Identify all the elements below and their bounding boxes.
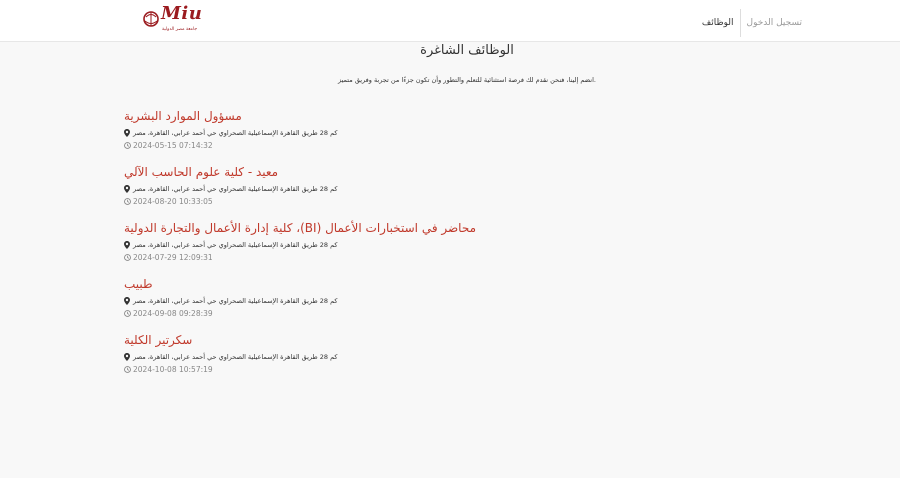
map-marker-icon [124, 185, 130, 193]
job-location-text: كم 28 طريق القاهرة الإسماعيلية الصحراوي حي أحمد عرابي، القاهرة، مصر [133, 353, 338, 361]
globe-logo-icon [143, 8, 159, 30]
intro-text: انضم إلينا، فنحن نقدم لك فرصة استثنائية للتعلم والتطور وأن تكون جزءًا من تجربة وفريق متميز. [338, 76, 596, 84]
job-item [124, 165, 564, 221]
map-marker-icon [124, 241, 130, 249]
navbar [0, 0, 900, 42]
job-location [124, 185, 338, 193]
job-date-text: 2024-08-20 10:33:05 [133, 197, 213, 206]
job-location [124, 297, 338, 305]
clock-icon [124, 198, 131, 205]
nav-link-login[interactable]: تسجيل الدخول [740, 9, 808, 37]
job-date [124, 141, 213, 150]
job-title-link[interactable]: مسؤول الموارد البشرية [124, 109, 242, 123]
job-item [124, 333, 564, 389]
university-logo[interactable] [143, 3, 211, 36]
job-date [124, 365, 213, 374]
job-date [124, 309, 213, 318]
job-title-link[interactable]: كلية إدارة الأعمال والتجارة الدولية ،(BI) محاضر في استخبارات الأعمال [124, 221, 477, 235]
logo-subtitle: جامعة مصر الدولية [162, 27, 198, 32]
job-location [124, 353, 338, 361]
job-title-link[interactable]: سكرتير الكلية [124, 333, 193, 347]
job-date-text: 2024-09-08 09:28:39 [133, 309, 213, 318]
nav-link-jobs[interactable]: الوظائف [701, 18, 734, 28]
map-marker-icon [124, 353, 130, 361]
job-title-link[interactable]: طبيب [124, 277, 153, 291]
job-item [124, 221, 564, 277]
logo-wordmark: Miu [161, 3, 203, 24]
clock-icon [124, 366, 131, 373]
job-title-link[interactable]: معيد - كلية علوم الحاسب الآلي [124, 165, 279, 179]
clock-icon [124, 254, 131, 261]
job-date-text: 2024-05-15 07:14:32 [133, 141, 213, 150]
job-location-text: كم 28 طريق القاهرة الإسماعيلية الصحراوي حي أحمد عرابي، القاهرة، مصر [133, 129, 338, 137]
map-marker-icon [124, 297, 130, 305]
job-date-text: 2024-10-08 10:57:19 [133, 365, 213, 374]
job-item [124, 277, 564, 333]
map-marker-icon [124, 129, 130, 137]
job-location-text: كم 28 طريق القاهرة الإسماعيلية الصحراوي حي أحمد عرابي، القاهرة، مصر [133, 185, 338, 193]
job-location [124, 129, 338, 137]
job-date-text: 2024-07-29 12:09:31 [133, 253, 213, 262]
job-location-text: كم 28 طريق القاهرة الإسماعيلية الصحراوي حي أحمد عرابي، القاهرة، مصر [133, 241, 338, 249]
job-date [124, 253, 213, 262]
job-list [124, 109, 564, 389]
page-title: الوظائف الشاغرة [420, 43, 514, 58]
job-location-text: كم 28 طريق القاهرة الإسماعيلية الصحراوي حي أحمد عرابي، القاهرة، مصر [133, 297, 338, 305]
job-location [124, 241, 338, 249]
job-item [124, 109, 564, 165]
clock-icon [124, 142, 131, 149]
clock-icon [124, 310, 131, 317]
job-date [124, 197, 213, 206]
nav-links [696, 9, 808, 37]
